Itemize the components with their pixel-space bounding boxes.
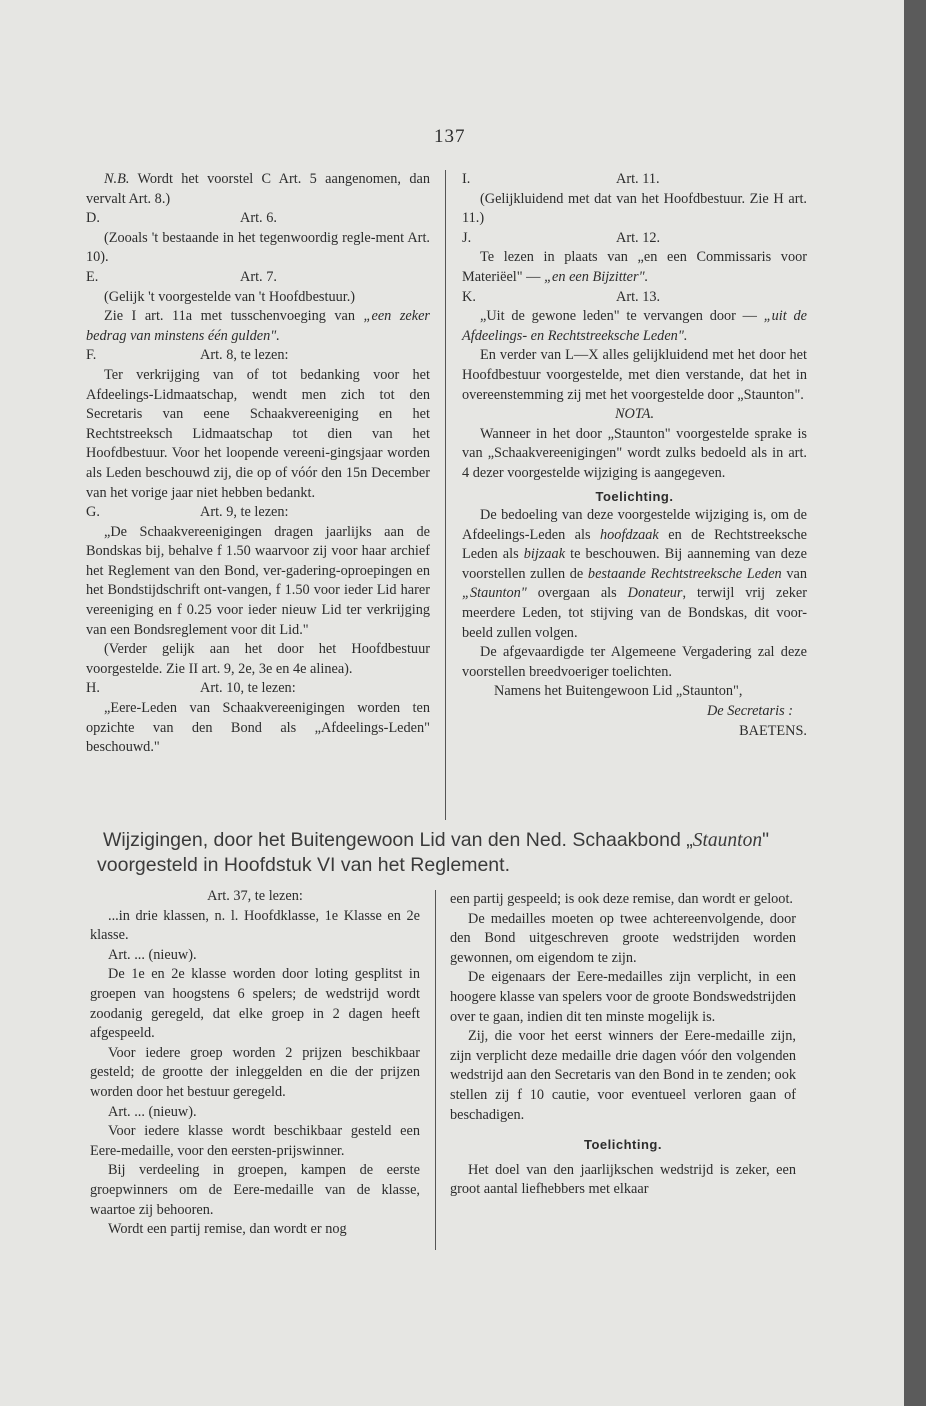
section-title-line-2: voorgesteld in Hoofdstuk VI van het Reglement. — [97, 854, 510, 876]
namens-line: Namens het Buitengewoon Lid „Staunton", — [494, 683, 743, 700]
article-k-text: „Uit de gewone leden" te vervangen door — „uit de Afdeelings- en Rechtstreeksche Leden". — [462, 308, 807, 344]
article-new-text-1: De 1e en 2e klasse worden door loting gesplitst in groepen van hoogstens 6 spelers; de wedstrijd wordt zoodanig geregeld, dat elke groep in 2 dagen heeft afgespeeld. — [90, 966, 420, 1042]
toelichting-heading-top: Toelichting. — [595, 488, 674, 504]
article-new-text-5: Wordt een partij remise, dan wordt er nog — [108, 1221, 347, 1238]
article-e-heading: E. Art. 7. — [86, 268, 277, 285]
article-f-text: Ter verkrijging van of tot bedanking voor het Afdeelings-Lidmaatschap, wendt men zich tot den Secretaris van eene Schaakvereeniging en het Rechtstreeksch Lidmaatschap tot dien van het Hoofdbestuur. Voor het loopende vereeni-gingsjaar worden als Leden beschouwd zij, die op of vóór den 15n December van het vorige jaar niet hebben bedankt. — [86, 366, 430, 501]
nota-text: Wanneer in het door „Staunton" voorgestelde sprake is van „Schaakvereenigingen" wordt zulks bedoeld als in art. 4 dezer voorgestelde wijziging is aangegeven. — [462, 425, 807, 481]
scan-edge — [904, 0, 926, 1406]
article-h-heading: H. Art. 10, te lezen: — [86, 680, 296, 697]
right-column-bottom — [450, 890, 796, 1200]
toelichting-heading-bottom: Toelichting. — [584, 1137, 662, 1153]
toelichting-text-top: De bedoeling van deze voorgestelde wijziging is, om de Afdeelings-Leden als hoofdzaak en de Rechtstreeksche Leden als bijzaak te beschouwen. Bij aanneming van deze voorstellen zullen de bestaande Rechtstreeksche Leden van „Staunton" overgaan als Donateur, terwijl vrij zeker meerdere Leden, tot stijving van de Bondskas, dit voor-beeld zullen volgen. — [462, 507, 807, 641]
article-d-heading: D. Art. 6. — [86, 210, 277, 227]
secretaris-label: De Secretaris : — [706, 703, 793, 720]
article-g-heading: G. Art. 9, te lezen: — [86, 504, 289, 521]
right-bottom-text-4: Zij, die voor het eerst winners der Eere-medaille zijn, zijn verplicht deze medaille drie dagen vóór den volgenden wedstrijd aan den Secretaris van den Bond in te zenden; ook stellen zij f 10 cautie, voor eventueel verloren gaan of beschadigen. — [450, 1028, 796, 1123]
article-new-text-2: Voor iedere groep worden 2 prijzen beschikbaar gesteld; de grootte der inleggelden en die der prijzen worden door het bestuur geregeld. — [90, 1044, 420, 1100]
article-new-text-4: Bij verdeeling in groepen, kampen de eerste groepwinners om de Eere-medaille van de klasse, waartoe zij behooren. — [90, 1162, 420, 1218]
toelichting-text-top-2: De afgevaardigde ter Algemeene Vergadering zal deze voorstellen breedvoeriger toelichten. — [462, 644, 807, 680]
right-bottom-text-2: De medailles moeten op twee achtereenvolgende, door den Bond uitgeschreven groote wedstrijden worden gewonnen, om eigendom te zijn. — [450, 910, 796, 966]
left-column-bottom — [90, 887, 420, 1240]
toelichting-text-bottom: Het doel van den jaarlijkschen wedstrijd is zeker, een groot aantal liefhebbers met elkaar — [450, 1161, 796, 1198]
article-j-text: Te lezen in plaats van „en een Commissaris voor Materiëel" — „en een Bijzitter". — [462, 249, 807, 285]
article-k-heading: K. Art. 13. — [462, 288, 661, 305]
article-d-text: (Zooals 't bestaande in het tegenwoordig regle-ment Art. 10). — [86, 229, 430, 266]
signature: BAETENS. — [739, 722, 807, 739]
column-divider-bottom — [435, 890, 436, 1250]
nb-note: N.B. Wordt het voorstel C Art. 5 aangenomen, dan vervalt Art. 8.) — [86, 171, 430, 207]
article-f-heading: F. Art. 8, te lezen: — [86, 347, 289, 364]
article-e-text-1: (Gelijk 't voorgestelde van 't Hoofdbestuur.) — [104, 288, 356, 305]
left-column-top — [86, 170, 430, 758]
article-new-heading-1: Art. ... (nieuw). — [108, 946, 197, 963]
article-k-text-2: En verder van L—X alles gelijkluidend met het door het Hoofdbestuur voorgestelde, met dien verstande, dat het in overeenstemming zij met het voorgestelde door „Staunton". — [462, 347, 807, 403]
article-37-text: ...in drie klassen, n. l. Hoofdklasse, 1e Klasse en 2e klasse. — [90, 907, 420, 944]
article-new-text-3: Voor iedere klasse wordt beschikbaar gesteld een Eere-medaille, voor den eersten-prijswinner. — [90, 1123, 420, 1159]
article-h-text: „Eere-Leden van Schaakvereenigingen worden ten opzichte van den Bond als „Afdeelings-Leden" beschouwd." — [86, 700, 430, 756]
page-number: 137 — [434, 126, 466, 147]
article-g-note: (Verder gelijk aan het door het Hoofdbestuur voorgestelde. Zie II art. 9, 2e, 3e en 4e alinea). — [86, 641, 430, 677]
column-divider-top — [445, 170, 446, 820]
section-title — [97, 828, 817, 878]
article-i-text: (Gelijkluidend met dat van het Hoofdbestuur. Zie H art. 11.) — [462, 190, 807, 227]
article-i-heading: I. Art. 11. — [462, 171, 660, 187]
section-title-line-1: Wijzigingen, door het Buitengewoon Lid van den Ned. Schaakbond „Staunton" — [103, 829, 770, 851]
right-bottom-text-1: een partij gespeeld; is ook deze remise, dan wordt er geloot. — [450, 891, 794, 907]
article-37-heading: Art. 37, te lezen: — [207, 888, 303, 904]
nota-title: NOTA. — [614, 406, 655, 423]
article-e-text-2: Zie I art. 11a met tusschenvoeging van „een zeker bedrag van minstens één gulden". — [86, 308, 430, 344]
article-j-heading: J. Art. 12. — [462, 229, 661, 246]
article-new-heading-2: Art. ... (nieuw). — [108, 1103, 197, 1120]
right-column-top — [462, 170, 807, 741]
article-g-text: „De Schaakvereenigingen dragen jaarlijks aan de Bondskas bij, behalve f 1.50 waarvoor zij voor haar archief het Reglement van den Bond, ver-gadering-oproepingen en het Bondstijdschrift ont-vangen, f 1.50 voor ieder Lid harer vereeniging en f 0.25 voor ieder nieuw Lid ter verkrijging van een Bondsreglement voor dit Lid." — [86, 523, 430, 638]
right-bottom-text-3: De eigenaars der Eere-medailles zijn verplicht, in een hoogere klasse van spelers voor de groote Bondswedstrijden over te gaan, indien dit ten minste mogelijk is. — [450, 969, 796, 1025]
